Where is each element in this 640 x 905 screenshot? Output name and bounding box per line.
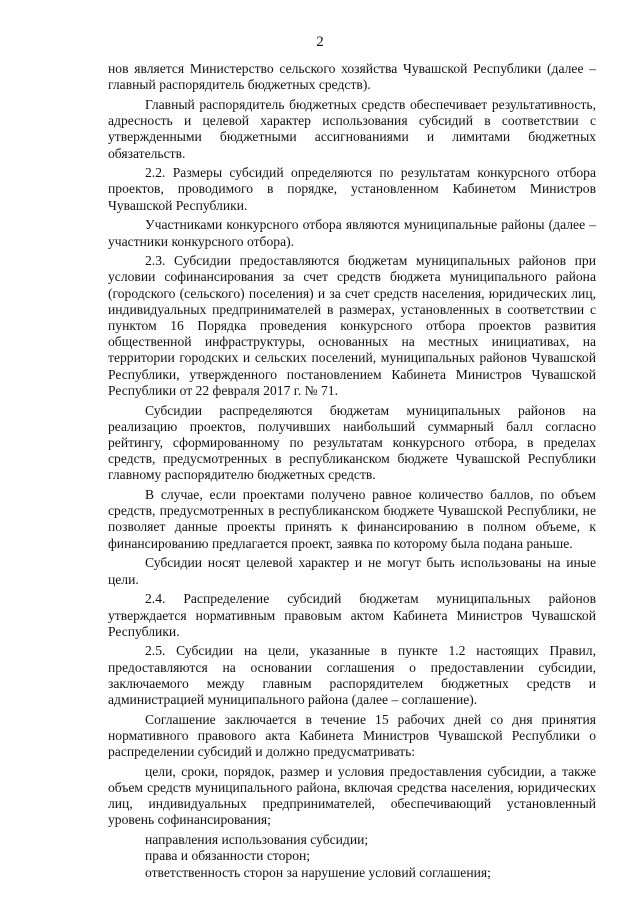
document-body bbox=[108, 61, 596, 881]
paragraph-section-2-2: 2.2. Размеры субсидий определяются по результатам конкурсного отбора проектов, проводимого в порядке, установленном Кабинетом Министров Чувашской Республики. bbox=[108, 165, 596, 213]
list-item: направления использования субсидии; bbox=[145, 832, 369, 848]
paragraph-section-2-5: 2.5. Субсидии на цели, указанные в пункте 1.2 настоящих Правил, предоставляются на основании соглашения о предоставлении субсидии, заключаемого между главным распорядителем бюджетных средств и администрацией муниципального района (далее – соглашение). bbox=[108, 643, 596, 708]
paragraph: Субсидии распределяются бюджетам муниципальных районов на реализацию проектов, получивших наибольший суммарный балл согласно рейтингу, сформированному по результатам конкурсного отбора, в пределах средств, предусмотренных в республиканском бюджете Чувашской Республики главному распорядителю бюджетных средств. bbox=[108, 402, 596, 483]
paragraph-section-2-4: 2.4. Распределение субсидий бюджетам муниципальных районов утверждается нормативным правовым актом Кабинета Министров Чувашской Республики. bbox=[108, 591, 596, 639]
paragraph-section-2-3: 2.3. Субсидии предоставляются бюджетам муниципальных районов при условии софинансирования за счет средств бюджета муниципального района (городского (сельского) поселения) и за счет средств населения, юридических лиц, индивидуальных предпринимателей в размерах, установленных в соответствии с пунктом 16 Порядка проведения конкурсного отбора проектов развития общественной инфраструктуры, основанных на местных инициативах, на территории городских и сельских поселений, муниципальных районов Чувашской Республики, утвержденного постановлением Кабинета Министров Чувашской Республики от 22 февраля 2017 г. № 71. bbox=[108, 253, 596, 398]
paragraph: Участниками конкурсного отбора являются муниципальные районы (далее – участники конкурсного отбора). bbox=[108, 217, 596, 249]
page-number: 2 bbox=[316, 34, 324, 50]
list-item: цели, сроки, порядок, размер и условия предоставления субсидии, а также объем средств муниципального района, включая средства населения, юридических лиц, индивидуальных предпринимателей, обеспечивающий установленный уровень софинансирования; bbox=[108, 763, 596, 828]
paragraph: Главный распорядитель бюджетных средств обеспечивает результативность, адресность и целевой характер использования субсидий в соответствии с утвержденными бюджетными ассигнованиями и лимитами бюджетных обязательств. bbox=[108, 96, 596, 161]
list-item: ответственность сторон за нарушение условий соглашения; bbox=[145, 864, 491, 880]
paragraph: нов является Министерство сельского хозяйства Чувашской Республики (далее – главный распорядитель бюджетных средств). bbox=[108, 61, 596, 93]
paragraph: Соглашение заключается в течение 15 рабочих дней со дня принятия нормативного правового акта Кабинета Министров Чувашской Республики о распределении субсидий и должно предусматривать: bbox=[108, 711, 596, 760]
list-item: права и обязанности сторон; bbox=[145, 848, 311, 864]
paragraph: Субсидии носят целевой характер и не могут быть использованы на иные цели. bbox=[108, 555, 596, 587]
paragraph: В случае, если проектами получено равное количество баллов, по объем средств, предусмотренных в республиканском бюджете Чувашской Республики, не позволяет данные проекты принять к финансированию в полном объеме, к финансированию предлагается проект, заявка по которому была подана раньше. bbox=[108, 487, 596, 551]
